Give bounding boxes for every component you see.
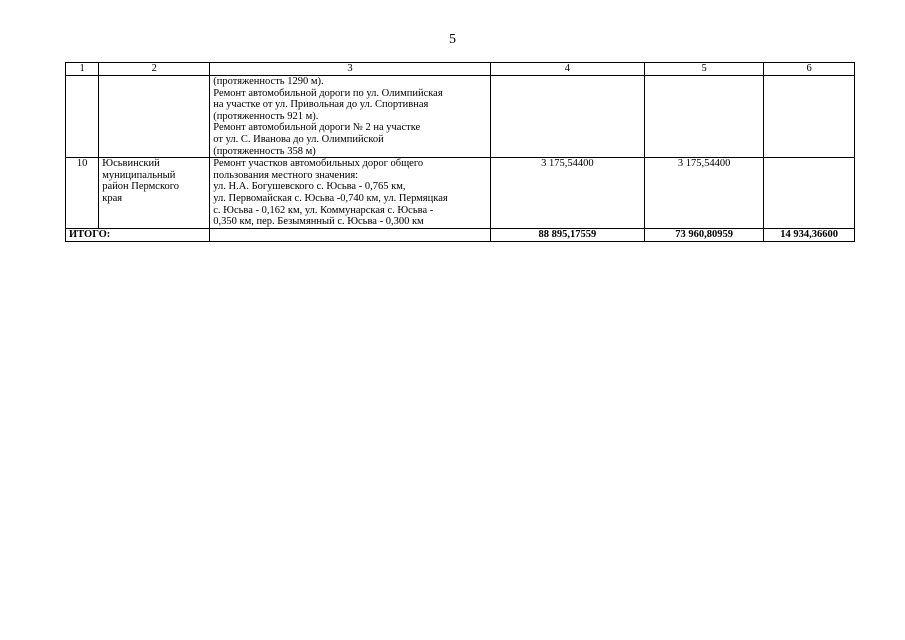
- row-number: [66, 76, 99, 158]
- amount-total-cell: [490, 76, 644, 158]
- amount-local-cell: [764, 158, 855, 229]
- description-line: с. Юсьва - 0,162 км, ул. Коммунарская с. Юсьва -: [213, 204, 434, 216]
- description-line: на участке от ул. Привольная до ул. Спортивная: [213, 99, 429, 111]
- description-line: (протяженность 921 м).: [213, 110, 319, 122]
- total-regional-cell: 73 960,80959: [645, 228, 764, 241]
- description-line: ул. Н.А. Богушевского с. Юсьва - 0,765 км,: [213, 181, 406, 193]
- municipality-cell: [99, 76, 210, 158]
- description-line: от ул. С. Иванова до ул. Олимпийской: [213, 133, 384, 145]
- amount-regional-cell: 3 175,54400: [645, 158, 764, 229]
- description-line: (протяженность 358 м): [213, 145, 316, 157]
- page-number: 5: [449, 32, 456, 47]
- amount-total-cell: 3 175,54400: [490, 158, 644, 229]
- description-line: ул. Первомайская с. Юсьва -0,740 км, ул. Пермяцкая: [213, 192, 448, 204]
- budget-table: [65, 62, 855, 242]
- description-line: Ремонт автомобильной дороги по ул. Олимпийская: [213, 87, 443, 99]
- description-line: Ремонт автомобильной дороги № 2 на участке: [213, 122, 421, 134]
- header-col-1: 1: [66, 63, 99, 76]
- municipality-line: муниципальный: [102, 169, 176, 181]
- header-col-2: 2: [99, 63, 210, 76]
- amount-regional-cell: [645, 76, 764, 158]
- municipality-line: края: [102, 192, 123, 204]
- description-cell: [210, 158, 490, 229]
- description-line: (протяженность 1290 м).: [213, 76, 324, 87]
- total-label: ИТОГО:: [66, 228, 210, 241]
- municipality-cell: [99, 158, 210, 229]
- header-col-6: 6: [764, 63, 855, 76]
- total-empty-cell: [210, 228, 490, 241]
- row-number: 10: [66, 158, 99, 229]
- header-col-3: 3: [210, 63, 490, 76]
- total-local-cell: 14 934,36600: [764, 228, 855, 241]
- amount-local-cell: [764, 76, 855, 158]
- table-row: [66, 76, 855, 158]
- table-row: [66, 158, 855, 229]
- header-col-5: 5: [645, 63, 764, 76]
- description-line: пользования местного значения:: [213, 169, 359, 181]
- municipality-line: район Пермского: [102, 181, 180, 193]
- description-line: 0,350 км, пер. Безымянный с. Юсьва - 0,300 км: [213, 216, 424, 228]
- header-row: [66, 63, 855, 76]
- total-row: [66, 228, 855, 241]
- total-amount-cell: 88 895,17559: [490, 228, 644, 241]
- description-line: Ремонт участков автомобильных дорог общего: [213, 158, 424, 170]
- header-col-4: 4: [490, 63, 644, 76]
- description-cell: [210, 76, 490, 158]
- municipality-line: Юсьвинский: [102, 158, 160, 170]
